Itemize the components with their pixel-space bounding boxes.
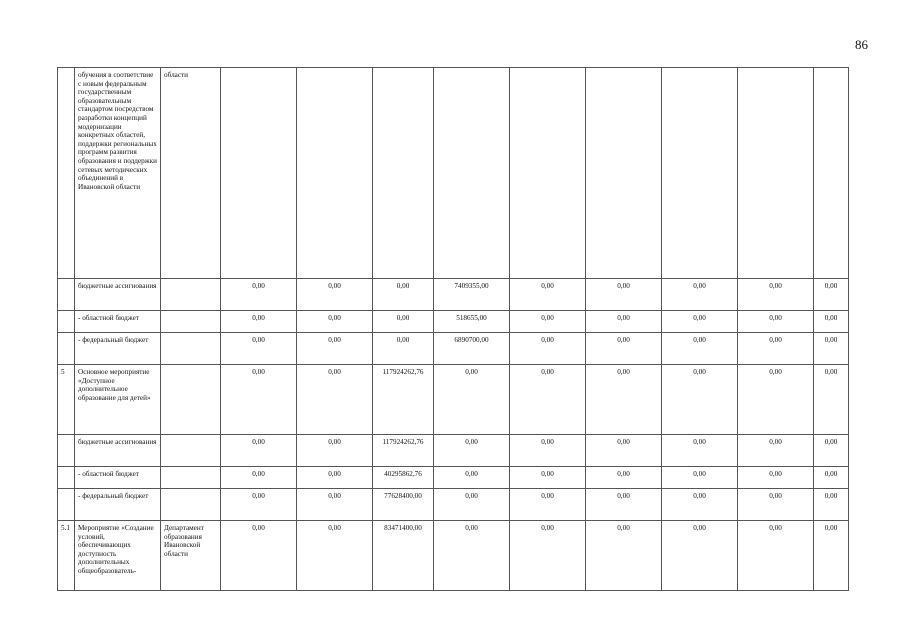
table-row <box>58 365 849 435</box>
row-number-cell <box>58 311 75 333</box>
row-executor-cell: области <box>161 68 221 279</box>
value-cell: 0,00 <box>814 279 849 311</box>
value-cell: 0,00 <box>662 279 738 311</box>
value-cell: 77628400,00 <box>373 489 434 521</box>
value-cell: 0,00 <box>297 311 373 333</box>
value-cell: 0,00 <box>510 521 586 591</box>
value-cell <box>814 68 849 279</box>
value-cell: 0,00 <box>221 279 297 311</box>
value-cell: 0,00 <box>297 467 373 489</box>
value-cell: 0,00 <box>221 311 297 333</box>
value-cell <box>586 68 662 279</box>
value-cell: 0,00 <box>221 365 297 435</box>
value-cell: 0,00 <box>738 311 814 333</box>
value-cell <box>373 68 434 279</box>
value-cell: 0,00 <box>510 279 586 311</box>
value-cell: 0,00 <box>510 489 586 521</box>
budget-table <box>57 67 849 591</box>
page-number: 86 <box>855 37 868 52</box>
value-cell: 0,00 <box>297 435 373 467</box>
value-cell: 0,00 <box>738 521 814 591</box>
value-cell <box>221 68 297 279</box>
value-cell: 0,00 <box>297 333 373 365</box>
row-executor-cell <box>161 365 221 435</box>
value-cell: 0,00 <box>738 435 814 467</box>
value-cell: 0,00 <box>738 333 814 365</box>
value-cell: 6890700,00 <box>434 333 510 365</box>
row-executor-cell <box>161 435 221 467</box>
value-cell: 0,00 <box>662 521 738 591</box>
value-cell: 0,00 <box>662 365 738 435</box>
value-cell: 0,00 <box>586 435 662 467</box>
table-row <box>58 333 849 365</box>
value-cell: 0,00 <box>738 467 814 489</box>
value-cell: 0,00 <box>586 489 662 521</box>
value-cell: 0,00 <box>373 333 434 365</box>
value-cell: 0,00 <box>814 467 849 489</box>
value-cell: 117924262,76 <box>373 435 434 467</box>
value-cell: 0,00 <box>221 521 297 591</box>
value-cell: 0,00 <box>738 279 814 311</box>
value-cell <box>297 68 373 279</box>
value-cell: 0,00 <box>814 333 849 365</box>
table-row <box>58 435 849 467</box>
value-cell: 0,00 <box>738 489 814 521</box>
value-cell: 0,00 <box>814 311 849 333</box>
table-row <box>58 467 849 489</box>
value-cell: 0,00 <box>586 467 662 489</box>
value-cell: 0,00 <box>434 521 510 591</box>
value-cell: 83471400,00 <box>373 521 434 591</box>
value-cell: 0,00 <box>586 311 662 333</box>
value-cell: 0,00 <box>510 365 586 435</box>
value-cell: 0,00 <box>662 435 738 467</box>
table-row <box>58 311 849 333</box>
row-executor-cell: Департамент образования Ивановской области <box>161 521 221 591</box>
row-number-cell <box>58 333 75 365</box>
table-row <box>58 489 849 521</box>
row-number-cell: 5.1 <box>58 521 75 591</box>
value-cell: 0,00 <box>297 521 373 591</box>
row-name-cell: - областной бюджет <box>75 467 161 489</box>
value-cell: 0,00 <box>221 489 297 521</box>
value-cell: 0,00 <box>434 467 510 489</box>
row-executor-cell <box>161 489 221 521</box>
value-cell: 40295862,76 <box>373 467 434 489</box>
row-name-cell: бюджетные ассигнования <box>75 435 161 467</box>
value-cell: 0,00 <box>738 365 814 435</box>
value-cell: 0,00 <box>814 489 849 521</box>
row-executor-cell <box>161 279 221 311</box>
value-cell: 0,00 <box>814 365 849 435</box>
row-name-cell: Мероприятие «Создание условий, обеспечивающих доступность дополнительных общеобразователь- <box>75 521 161 591</box>
row-name-cell: бюджетные ассигнования <box>75 279 161 311</box>
row-executor-cell <box>161 333 221 365</box>
value-cell: 0,00 <box>297 489 373 521</box>
value-cell: 0,00 <box>297 365 373 435</box>
value-cell: 0,00 <box>662 333 738 365</box>
value-cell: 0,00 <box>814 521 849 591</box>
value-cell: 0,00 <box>586 365 662 435</box>
row-number-cell <box>58 435 75 467</box>
value-cell <box>738 68 814 279</box>
value-cell: 0,00 <box>221 435 297 467</box>
row-name-cell: - федеральный бюджет <box>75 489 161 521</box>
value-cell: 0,00 <box>434 365 510 435</box>
value-cell: 0,00 <box>510 435 586 467</box>
value-cell: 0,00 <box>297 279 373 311</box>
value-cell: 0,00 <box>662 311 738 333</box>
value-cell: 0,00 <box>586 521 662 591</box>
value-cell: 0,00 <box>434 435 510 467</box>
value-cell: 0,00 <box>586 279 662 311</box>
value-cell: 0,00 <box>434 489 510 521</box>
row-number-cell <box>58 467 75 489</box>
row-number-cell: 5 <box>58 365 75 435</box>
row-number-cell <box>58 279 75 311</box>
value-cell <box>434 68 510 279</box>
row-number-cell <box>58 68 75 279</box>
value-cell: 0,00 <box>373 311 434 333</box>
value-cell: 0,00 <box>586 333 662 365</box>
row-name-cell: - областной бюджет <box>75 311 161 333</box>
table-row <box>58 279 849 311</box>
value-cell: 518655,00 <box>434 311 510 333</box>
value-cell: 0,00 <box>814 435 849 467</box>
value-cell: 0,00 <box>662 489 738 521</box>
row-name-cell: Основное мероприятие «Доступное дополнительное образование для детей» <box>75 365 161 435</box>
row-name-cell: обучения в соответствие с новым федеральным государственным образовательным стандартом посредством разработки концепций модернизации конкретных областей, поддержки региональных программ развития образования и поддержки сетевых методических объединений в Ивановской области <box>75 68 161 279</box>
value-cell: 117924262,76 <box>373 365 434 435</box>
row-executor-cell <box>161 311 221 333</box>
value-cell: 0,00 <box>221 333 297 365</box>
value-cell: 0,00 <box>662 467 738 489</box>
value-cell: 0,00 <box>510 311 586 333</box>
value-cell: 0,00 <box>510 333 586 365</box>
table-row <box>58 68 849 279</box>
row-number-cell <box>58 489 75 521</box>
value-cell <box>662 68 738 279</box>
value-cell: 7409355,00 <box>434 279 510 311</box>
row-name-cell: - федеральный бюджет <box>75 333 161 365</box>
value-cell: 0,00 <box>510 467 586 489</box>
value-cell: 0,00 <box>221 467 297 489</box>
value-cell: 0,00 <box>373 279 434 311</box>
value-cell <box>510 68 586 279</box>
table-row <box>58 521 849 591</box>
row-executor-cell <box>161 467 221 489</box>
